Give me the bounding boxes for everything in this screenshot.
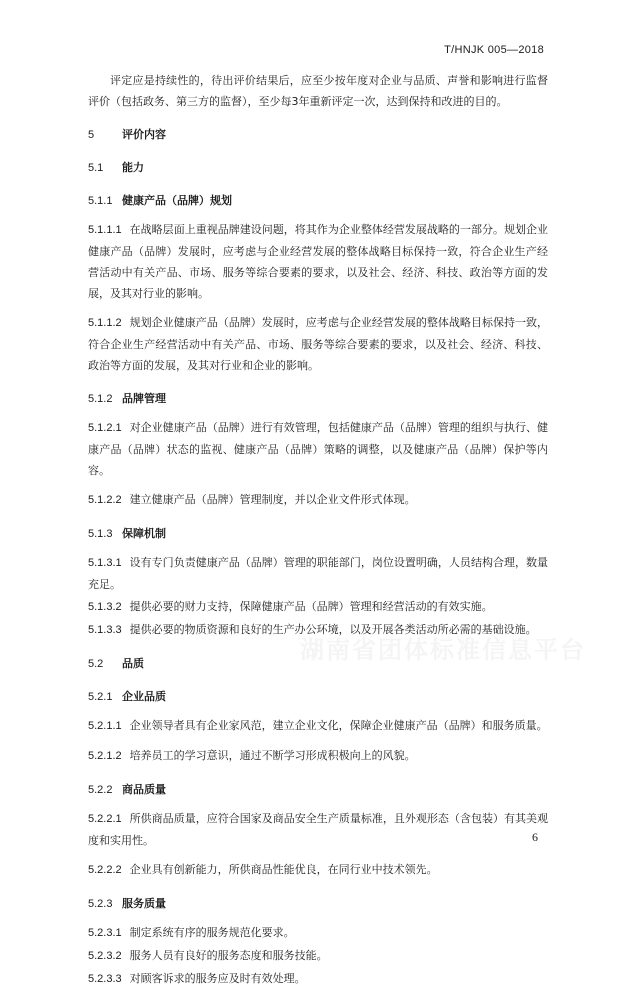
clause-item: [88, 552, 548, 595]
clause-number: 5.1.1: [88, 195, 113, 207]
clause-number: 5.2.2: [88, 784, 113, 796]
clause-item: [88, 417, 548, 481]
clause-text: 所供商品质量，应符合国家及商品安全生产质量标准，且外观形态（含包装）有其美观度和实用性。: [88, 812, 548, 847]
clause-number: 5.2.1.1: [88, 720, 122, 732]
section-heading: [88, 158, 548, 178]
section-heading: [88, 654, 548, 674]
clause-text: 健康产品（品牌）规划: [122, 194, 232, 207]
clause-item: [88, 808, 548, 851]
clause-number: 5.2.3: [88, 898, 113, 910]
clause-number: 5.1.2: [88, 393, 113, 405]
section-heading: [88, 687, 548, 707]
clause-text: 培养员工的学习意识，通过不断学习形成积极向上的风貌。: [129, 749, 416, 762]
clause-number: 5.2.1.2: [88, 750, 122, 762]
clause-text: 对顾客诉求的服务应及时有效处理。: [129, 972, 306, 985]
clause-item: [88, 596, 548, 618]
clause-number: 5.2: [88, 658, 104, 670]
clause-text: 在战略层面上重视品牌建设问题，将其作为企业整体经营发展战略的一部分。规划企业健康产品（品牌）发展时，应考虑与企业经营发展的整体战略目标保持一致，符合企业生产经营活动中有关产品、市场、服务等综合要素的要求，以及社会、经济、科技、政治等方面的发展，及其对行业的影响。: [88, 223, 548, 300]
section-list: [88, 125, 548, 990]
clause-text: 服务人员有良好的服务态度和服务技能。: [129, 949, 328, 962]
clause-text: 评价内容: [122, 128, 166, 141]
clause-number: 5.2.3.1: [88, 927, 122, 939]
clause-text: 企业具有创新能力，所供商品性能优良，在同行业中技术领先。: [129, 863, 438, 876]
section-heading: [88, 894, 548, 914]
clause-text: 提供必要的财力支持，保障健康产品（品牌）管理和经营活动的有效实施。: [129, 600, 493, 613]
clause-text: 能力: [122, 161, 144, 174]
intro-paragraph: 评定应是持续性的，待出评价结果后，应至少按年度对企业与品质、声誉和影响进行监督评价（包括政务、第三方的监督），至少每3年重新评定一次，达到保持和改进的目的。: [88, 74, 548, 108]
clause-item: [88, 968, 548, 990]
clause-item: [88, 619, 548, 641]
section-heading: [88, 191, 548, 211]
clause-item: [88, 312, 548, 376]
clause-number: 5.1.3.2: [88, 601, 122, 613]
clause-text: 企业品质: [122, 690, 166, 703]
section-heading: [88, 389, 548, 409]
clause-text: 设有专门负责健康产品（品牌）管理的职能部门，岗位设置明确，人员结构合理，数量充足。: [88, 556, 548, 591]
page-number: 6: [532, 830, 538, 844]
watermark: 湖南省团体标准信息平台: [300, 636, 586, 664]
clause-text: 对企业健康产品（品牌）进行有效管理，包括健康产品（品牌）管理的组织与执行、健康产品（品牌）状态的监视、健康产品（品牌）策略的调整，以及健康产品（品牌）保护等内容。: [88, 421, 548, 477]
clause-number: 5.1.1.1: [88, 224, 122, 236]
clause-number: 5.2.2.2: [88, 864, 122, 876]
clause-item: [88, 922, 548, 944]
clause-text: 制定系统有序的服务规范化要求。: [129, 926, 295, 939]
clause-number: 5.1.3.1: [88, 557, 122, 569]
clause-text: 规划企业健康产品（品牌）发展时，应考虑与企业经营发展的整体战略目标保持一致，符合企业生产经营活动中有关产品、市场、服务等综合要素的要求，以及社会、经济、科技、政治等方面的发展，及其对行业和企业的影响。: [88, 316, 548, 372]
clause-number: 5.2.2.1: [88, 813, 122, 825]
clause-number: 5.1.2.2: [88, 494, 122, 506]
section-heading: [88, 780, 548, 800]
clause-text: 服务质量: [122, 897, 166, 910]
clause-number: 5.1.3.3: [88, 624, 122, 636]
clause-text: 商品质量: [122, 783, 166, 796]
clause-number: 5.1.1.2: [88, 317, 122, 329]
clause-text: 企业领导者具有企业家风范，建立企业文化，保障企业健康产品（品牌）和服务质量。: [129, 719, 548, 732]
clause-number: 5.1: [88, 162, 104, 174]
clause-number: 5.2.3.3: [88, 973, 122, 985]
clause-number: 5: [88, 129, 95, 141]
clause-text: 品质: [122, 657, 144, 670]
clause-text: 保障机制: [122, 527, 166, 540]
clause-item: [88, 945, 548, 967]
clause-item: [88, 715, 548, 737]
clause-text: 品牌管理: [122, 392, 166, 405]
standard-code: T/HNJK 005—2018: [444, 44, 544, 56]
section-heading: [88, 524, 548, 544]
section-heading: [88, 125, 548, 145]
clause-number: 5.2.3.2: [88, 950, 122, 962]
clause-item: [88, 489, 548, 511]
clause-number: 5.1.2.1: [88, 422, 122, 434]
document-body: [88, 70, 548, 990]
clause-item: [88, 859, 548, 881]
clause-number: 5.1.3: [88, 528, 113, 540]
clause-text: 建立健康产品（品牌）管理制度，并以企业文件形式体现。: [129, 493, 416, 506]
clause-text: 提供必要的物质资源和良好的生产办公环境，以及开展各类活动所必需的基础设施。: [129, 623, 537, 636]
clause-number: 5.2.1: [88, 691, 113, 703]
clause-item: [88, 219, 548, 304]
clause-item: [88, 745, 548, 767]
